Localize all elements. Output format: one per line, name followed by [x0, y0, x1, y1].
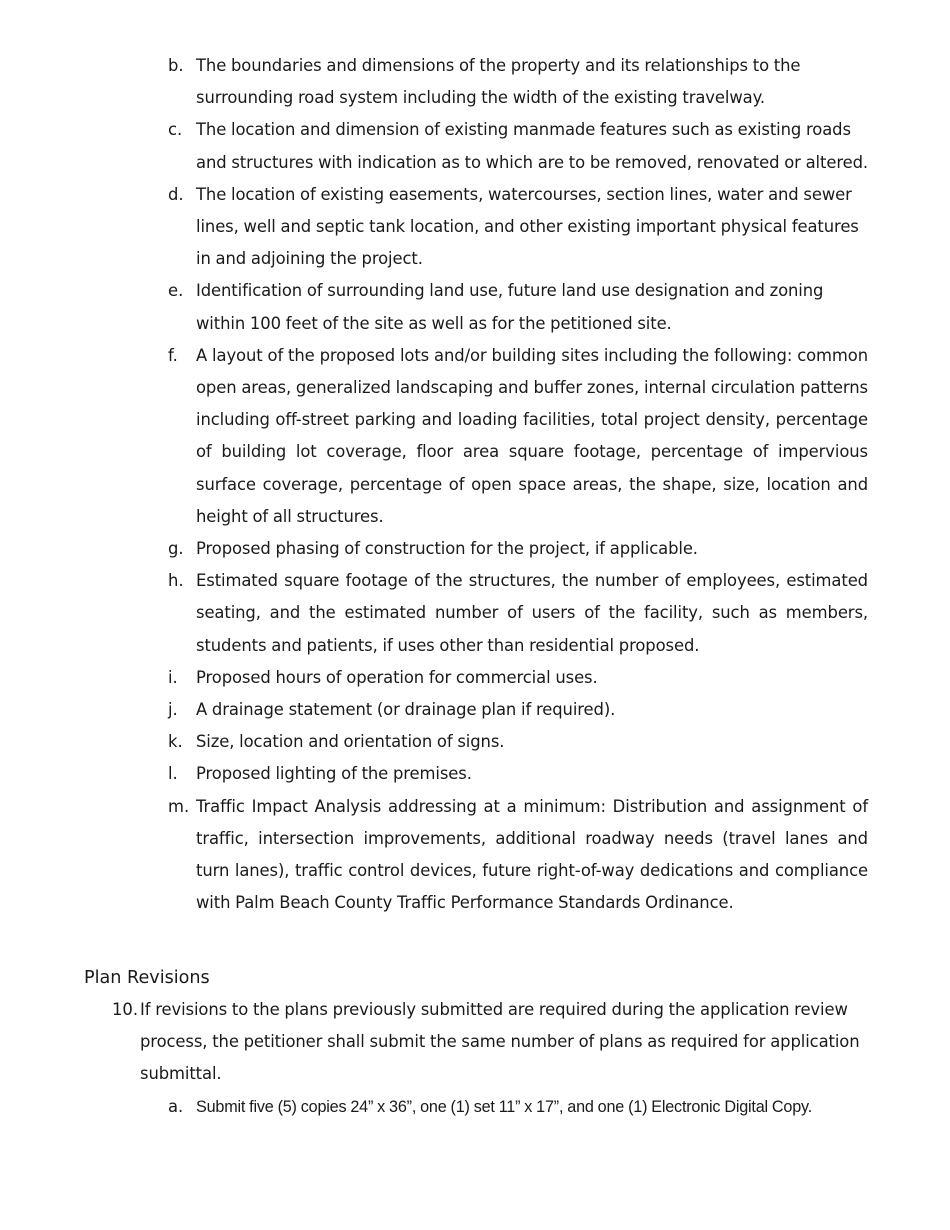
nested-item-text: Submit five (5) copies 24” x 36”, one (1) set 11” x 17”, and one (1) Electronic Digital Copy. [196, 1098, 812, 1116]
list-marker: f. [168, 345, 178, 365]
list-marker: j. [168, 700, 178, 720]
list-item [0, 114, 950, 178]
list-item [0, 565, 950, 662]
list-item-text: Estimated square footage of the structures, the number of employees, estimated seating, and the estimated number of users of the facility, such as members, students and patients, if uses other than residential proposed. [196, 571, 868, 655]
section-heading: Plan Revisions [84, 968, 210, 988]
list-marker: b. [168, 56, 184, 75]
list-marker: e. [168, 281, 184, 301]
list-item-text: Size, location and orientation of signs. [196, 732, 505, 752]
list-item-text: A layout of the proposed lots and/or building sites including the following: common open areas, generalized landscaping and buffer zones, internal circulation patterns including off-street parking and loading facilities, total project density, percentage of building lot coverage, floor area square footage, percentage of impervious surface coverage, percentage of open space areas, the shape, size, location and height of all structures. [196, 345, 868, 526]
list-item-text: The location of existing easements, watercourses, section lines, water and sewer lines, well and septic tank location, and other existing important physical features in and adjoining the project. [196, 184, 859, 269]
nested-list-item [0, 1091, 950, 1123]
numbered-item [0, 994, 950, 1091]
list-item [0, 275, 950, 339]
list-marker: g. [168, 539, 184, 559]
list-item-text: Proposed phasing of construction for the project, if applicable. [196, 539, 698, 559]
numbered-marker: 10. [112, 1000, 139, 1019]
list-item-text: Proposed lighting of the premises. [196, 764, 472, 784]
list-item [0, 791, 950, 920]
list-item-text: A drainage statement (or drainage plan if required). [196, 700, 616, 720]
list-marker: h. [168, 571, 184, 591]
numbered-item-text: If revisions to the plans previously submitted are required during the application review process, the petitioner shall submit the same number of plans as required for application submittal. [140, 1000, 860, 1084]
list-item [0, 533, 950, 565]
list-item-text: Identification of surrounding land use, future land use designation and zoning within 100 feet of the site as well as for the petitioned site. [196, 281, 824, 333]
list-item [0, 340, 950, 533]
list-item [0, 694, 950, 726]
list-item [0, 179, 950, 276]
requirements-sublist [0, 50, 950, 919]
list-item [0, 50, 950, 114]
list-item-text: Proposed hours of operation for commercial uses. [196, 667, 598, 687]
list-item-text: The boundaries and dimensions of the property and its relationships to the surrounding road system including the width of the existing travelway. [196, 56, 801, 108]
list-item [0, 662, 950, 694]
list-marker: c. [168, 120, 183, 140]
list-item [0, 726, 950, 758]
list-item [0, 758, 950, 790]
list-marker: k. [168, 732, 183, 752]
list-item-text: Traffic Impact Analysis addressing at a minimum: Distribution and assignment of traffic, intersection improvements, additional roadway needs (travel lanes and turn lanes), traffic control devices, future right-of-way dedications and compliance with Palm Beach County Traffic Performance Standards Ordinance. [196, 796, 868, 913]
list-marker: a. [168, 1097, 184, 1116]
list-item-text: The location and dimension of existing manmade features such as existing roads and structures with indication as to which are to be removed, renovated or altered. [196, 120, 868, 172]
list-marker: m. [168, 796, 190, 816]
list-marker: i. [168, 667, 178, 687]
list-marker: l. [168, 764, 178, 784]
list-marker: d. [168, 184, 184, 204]
